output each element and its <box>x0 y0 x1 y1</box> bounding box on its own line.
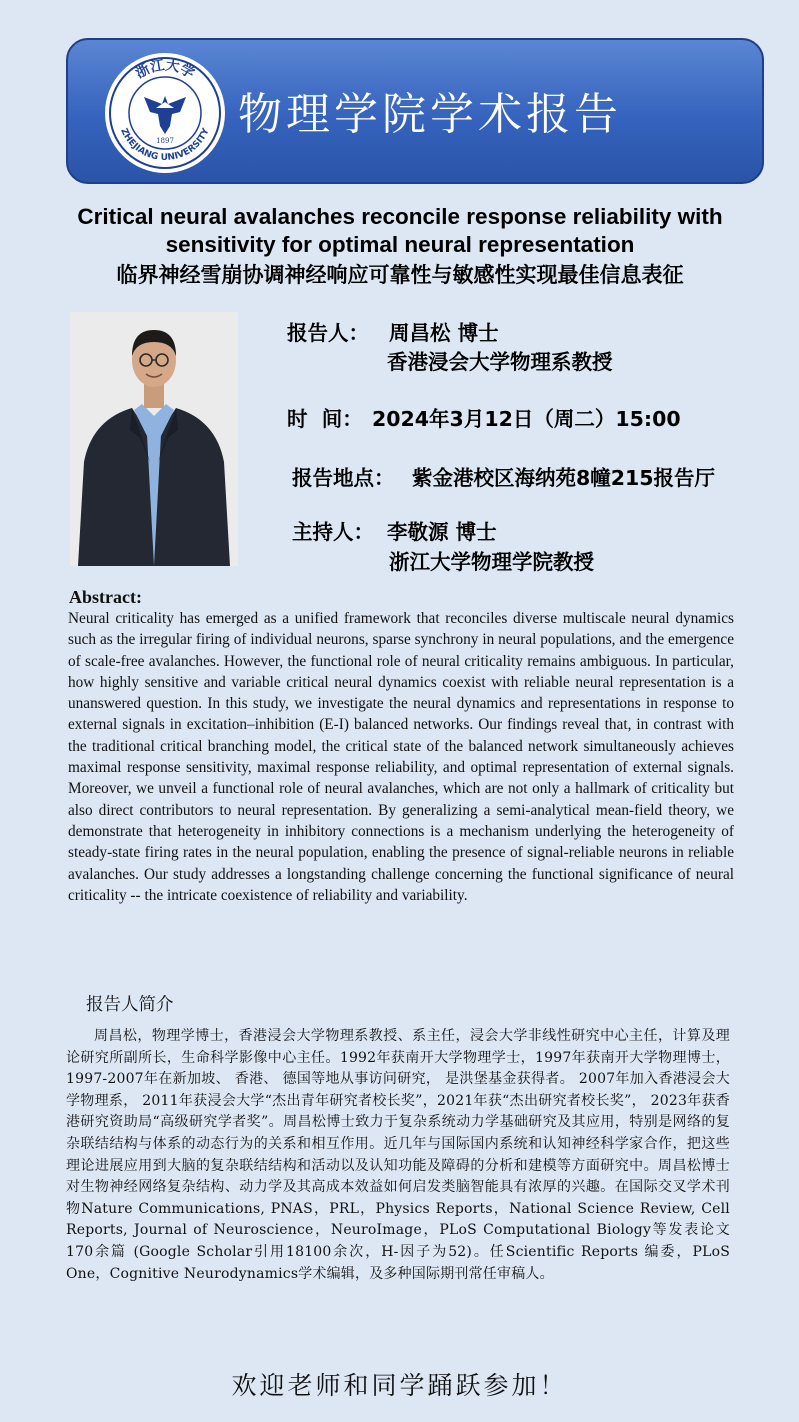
host-affiliation: 浙江大学物理学院教授 <box>389 550 594 574</box>
host-name: 李敬源 博士 <box>387 520 497 544</box>
talk-title-line-1: Critical neural avalanches reconcile response reliability with <box>77 204 723 229</box>
svg-text:ZHEJIANG UNIVERSITY: ZHEJIANG UNIVERSITY <box>118 126 212 164</box>
abstract-text: Neural criticality has emerged as a unified framework that reconciles diverse multiscale neural dynamics such as the irregular firing of individual neurons, sparse synchrony in neural populations, and the emergence of scale-free avalanches. However, the functional role of neural criticality remains ambiguous. In particular, how highly sensitive and variable critical neural dynamics coexist with reliable neural representation is a unanswered question. In this study, we investigate the neural dynamics and representations in response to external signals in excitation–inhibition (E-I) balanced networks. Our findings reveal that, in contrast with the traditional critical branching model, the critical state of the balanced network simultaneously achieves maximal response sensitivity, maximal response reliability, and optimal representation of external signals. Moreover, we unveil a functional role of neural avalanches, which are not only a hallmark of criticality but also direct contributors to neural representation. By generalizing a semi-analytical mean-field theory, we demonstrate that heterogeneity in inhibitory connections is a mechanism underlying the heterogeneity of steady-state firing rates in the neural population, enabling the presence of signal-reliable neurons in reliable avalanches. Our study addresses a longstanding challenge concerning the functional significance of neural criticality -- the intricate coexistence of reliability and variability. <box>68 610 734 904</box>
svg-text:浙江大学: 浙江大学 <box>133 57 197 82</box>
speaker-label: 报告人： <box>287 321 369 345</box>
welcome-message: 欢迎老师和同学踊跃参加！ <box>231 1371 568 1400</box>
talk-title-line-2: sensitivity for optimal neural representation <box>165 232 635 257</box>
place-label: 报告地点： <box>292 466 395 490</box>
talk-title-chinese: 临界神经雪崩协调神经响应可靠性与敏感性实现最佳信息表征 <box>116 263 684 287</box>
zhejiang-university-logo <box>104 52 226 174</box>
place-value: 紫金港校区海纳苑8幢215报告厅 <box>412 466 716 490</box>
host-label: 主持人： <box>292 520 374 544</box>
bio-heading: 报告人简介 <box>86 995 174 1015</box>
time-label: 时 间： <box>287 407 363 431</box>
page-title: 物理学院学术报告 <box>238 89 622 140</box>
abstract-heading: Abstract: <box>69 587 142 607</box>
speaker-name: 周昌松 博士 <box>389 321 499 345</box>
time-value: 2024年3月12日（周二）15:00 <box>372 407 681 431</box>
svg-text:1897: 1897 <box>156 137 174 145</box>
bio-text: 周昌松，物理学博士，香港浸会大学物理系教授、系主任，浸会大学非线性研究中心主任，计算及理论研究所副所长，生命科学影像中心主任。1992年获南开大学物理学士，1997年获南开大学物理博士，1997-2007年在新加坡、 香港、 德国等地从事访问研究， 是洪堡基金获得者。 2007年加入香港浸会大学物理系， 2011年获浸会大学“杰出青年研究者校长奖”，2021年获“杰出研究者校长奖”， 2023年获香港研究资助局“高级研究学者奖”。周昌松博士致力于复杂系统动力学基础研究及其应用，特别是网络的复杂联结结构与体系的动态行为的关系和相互作用。近几年与国际国内系统和认知神经科学家合作，把这些理论进展应用到大脑的复杂联结结构和活动以及认知功能及障碍的分析和建模等方面研究中。周昌松博士对生物神经网络复杂结构、动力学及其高成本效益如何启发类脑智能具有浓厚的兴趣。在国际交叉学术刊物Nature Communications, PNAS，PRL，Physics Reports，National Science Review, Cell Reports, Journal of Neuroscience，NeuroImage，PLoS Computational Biology等发表论文170余篇 (Google Scholar引用18100余次，H-因子为52)。任Scientific Reports 编委，PLoS One，Cognitive Neurodynamics学术编辑，及多种国际期刊常任审稿人。 <box>66 1028 730 1282</box>
speaker-photo <box>70 312 238 566</box>
talk-title-english <box>40 203 760 259</box>
speaker-affiliation: 香港浸会大学物理系教授 <box>387 350 613 374</box>
